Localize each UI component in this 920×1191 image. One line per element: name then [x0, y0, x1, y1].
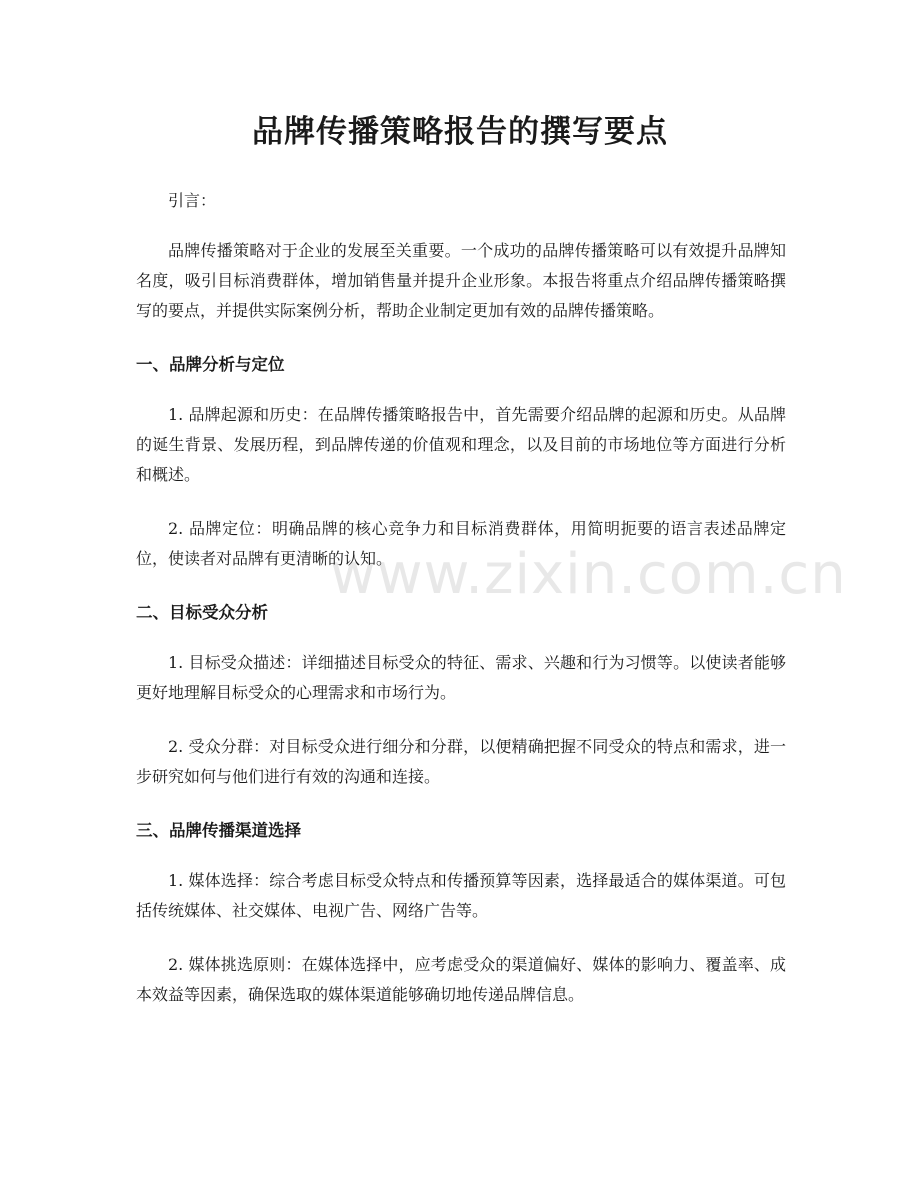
section-paragraph: 1. 目标受众描述：详细描述目标受众的特征、需求、兴趣和行为习惯等。以使读者能够更好地理解目标受众的心理需求和市场行为。 [136, 653, 786, 702]
section-heading: 三、品牌传播渠道选择 [136, 821, 301, 840]
section-heading: 一、品牌分析与定位 [136, 355, 285, 374]
section-paragraph: 2. 受众分群：对目标受众进行细分和分群，以便精确把握不同受众的特点和需求，进一步研究如何与他们进行有效的沟通和连接。 [136, 737, 786, 786]
section-paragraph: 2. 媒体挑选原则：在媒体选择中，应考虑受众的渠道偏好、媒体的影响力、覆盖率、成本效益等因素，确保选取的媒体渠道能够确切地传递品牌信息。 [136, 955, 786, 1004]
section-paragraph: 1. 品牌起源和历史：在品牌传播策略报告中，首先需要介绍品牌的起源和历史。从品牌的诞生背景、发展历程，到品牌传递的价值观和理念，以及目前的市场地位等方面进行分析和概述。 [136, 405, 786, 484]
document-title: 品牌传播策略报告的撰写要点 [252, 114, 668, 150]
section-heading: 二、目标受众分析 [136, 603, 268, 622]
section-brand-analysis [136, 350, 786, 574]
section-target-audience [136, 598, 786, 792]
document-body [136, 186, 786, 1034]
section-channel-selection [136, 816, 786, 1010]
section-paragraph: 1. 媒体选择：综合考虑目标受众特点和传播预算等因素，选择最适合的媒体渠道。可包括传统媒体、社交媒体、电视广告、网络广告等。 [136, 871, 786, 920]
intro-paragraph: 品牌传播策略对于企业的发展至关重要。一个成功的品牌传播策略可以有效提升品牌知名度，吸引目标消费群体，增加销售量并提升企业形象。本报告将重点介绍品牌传播策略撰写的要点，并提供实际案例分析，帮助企业制定更加有效的品牌传播策略。 [136, 241, 786, 320]
watermark: www.zixin.com.cn [330, 542, 847, 607]
section-paragraph: 2. 品牌定位：明确品牌的核心竞争力和目标消费群体，用简明扼要的语言表述品牌定位，使读者对品牌有更清晰的认知。 [136, 519, 786, 568]
intro-label: 引言： [168, 191, 217, 210]
